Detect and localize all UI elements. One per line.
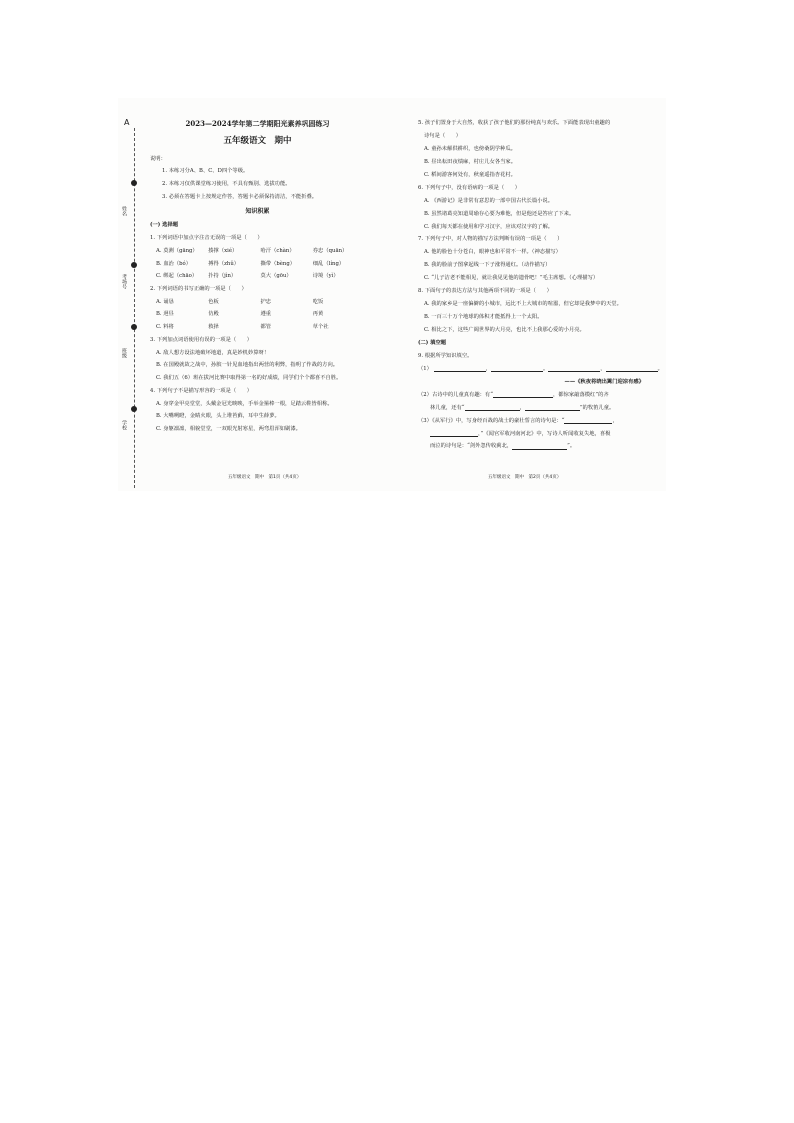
q4-option-b: B. 大嘴咧瞪，金睛火眼，头上堆苔藓，耳中生薛萝。 [156, 413, 280, 420]
exam-subtitle: 五年级语文 期中 [223, 136, 292, 147]
question-4: 4. 下列句子不是描写形容的一项是（ ） [150, 387, 253, 394]
q6-option-a: A. 《西游记》是非常有意思的一部中国古代长篇小说。 [424, 197, 554, 204]
question-2: 2. 下列词语的书写正确的一项是（ ） [150, 285, 247, 292]
answer-blank[interactable] [512, 444, 567, 450]
answer-blank[interactable] [465, 405, 520, 411]
answer-blank[interactable] [493, 392, 553, 398]
q9-1-label: （1） [418, 365, 432, 372]
option-word: B. 迥昼 [156, 311, 174, 318]
question-5: 5. 孩子们置身于大自然，收获了孩子他们的那份纯真与欢乐。下面能表现出童趣的 [418, 120, 611, 126]
option-word: A. 诵恳 [156, 298, 174, 305]
option-word: 莫大（gōu） [260, 273, 292, 280]
option-word: 搏得（zhǔ） [208, 260, 240, 267]
option-word: 护忠 [260, 298, 272, 305]
q9-2-text: （2）古诗中的儿童真有趣：有“ [418, 391, 493, 398]
binding-hole-icon [131, 324, 137, 330]
q9-3-text: （3）《从军行》中，写身经百战的战士的豪壮誓言的诗句是：“ [418, 417, 565, 424]
answer-blank[interactable] [525, 405, 580, 411]
option-word: 哈汗（chàn） [260, 247, 295, 254]
q8-option-b: B. 一百三十万个地球的体积才能抵得上一个太阳。 [424, 314, 543, 321]
option-word: A. 莫测（gāng） [156, 247, 198, 254]
option-word: 再黄 [312, 311, 324, 318]
binding-hole-icon [131, 406, 137, 412]
q3-option-b: B. 在国殿就故之战中，孙膑一针见血地指出两营的利弊，指明了作战的方向。 [156, 362, 339, 369]
q9-3-text: ，”《闻官军收河南河北》中，写诗人听闻收复失地，喜极 [478, 430, 611, 437]
q1-row-b [150, 261, 365, 267]
q9-2-line1 [418, 392, 654, 398]
q7-option-a: A. 他的脸色十分苍白，眼神也和平常不一样。（神态描写） [424, 249, 561, 256]
q3-option-c: C. 我们五（6）班在拔河比赛中取得第一名的好成绩，同学们个个都喜不自胜。 [156, 375, 342, 382]
q7-option-c: C. “儿子洁老不能相见，就让我见见他的遗骨吧！”毛主席想。（心理描写） [424, 275, 599, 282]
q6-option-b: B. 虽然诸葛亮知道周瑜存心要为难他，但是他还是答应了下来。 [424, 210, 575, 217]
q9-3-line3 [418, 443, 654, 449]
binding-hole-icon [131, 262, 137, 268]
option-word: 仿殿 [208, 311, 219, 318]
part-heading: (二) 填空题 [418, 339, 447, 346]
answer-blank[interactable] [491, 366, 543, 372]
option-word: 细乱（líng） [312, 260, 345, 267]
note-item: 1. 本练习分A、B、C、D四个等级。 [162, 168, 249, 175]
binding-label-name: 姓名 [121, 206, 127, 216]
question-3: 3. 下列加点词语使用有误的一项是（ ） [150, 336, 253, 343]
option-word: 吃饭 [312, 298, 324, 305]
notes-heading: 说明： [150, 155, 166, 162]
q9-2-text: ，都惊家敲落模红”的齐 [552, 391, 609, 398]
option-word: 都管 [260, 324, 272, 331]
page-footer-left: 五年级语文 期中 第1页（共4页） [228, 475, 302, 480]
q9-2-text: ”的牧笛儿童。 [579, 404, 615, 411]
q8-option-c: C. 相比之下，这些广阔世界的大月亮，也比不上我那心爱的小月亮。 [424, 327, 585, 333]
q9-1-blanks: （1） ， 。 ， [418, 366, 654, 372]
option-word: 扑持（jìn） [208, 273, 237, 280]
q8-option-a: A. 我的家乡是一座偏僻的小城市，远比不上大城市的喧嚣，但它却是我梦中的天堂。 [424, 301, 622, 308]
answer-blank[interactable] [564, 418, 612, 424]
q1-row-a [150, 248, 365, 254]
q9-3-text: 而泣的诗句是：“剑外忽传收蓟北， [430, 443, 513, 450]
exam-title: 2023—2024学年第二学期阳光素养巩固练习 [185, 119, 330, 128]
q2-row-c [150, 324, 365, 330]
option-word: 草个社 [312, 324, 329, 331]
binding-label-room: 考场号 [121, 274, 127, 289]
right-page [418, 120, 654, 456]
q9-1-source: ——《秋夜将晓出篱门迎凉有感》 [564, 378, 644, 385]
q2-row-b [150, 311, 365, 317]
question-8: 8. 下面句子的表达方法与其他两项不同的一项是（ ） [418, 288, 552, 295]
binding-margin [118, 98, 144, 491]
question-6: 6. 下列句子中，没有语病的一项是（ ） [418, 184, 521, 191]
option-word: C. 料将 [156, 324, 174, 331]
q2-row-a [150, 299, 365, 305]
option-word: B. 血治（bó） [156, 260, 192, 267]
option-word: C. 绑起（chāo） [156, 273, 198, 280]
question-1: 1. 下列词语中加点字注音无误的一项是（ ） [150, 235, 263, 242]
binding-hole-icon [131, 180, 137, 186]
binding-label-school: 学校 [121, 420, 127, 430]
option-word: 券忠（quān） [312, 247, 348, 254]
answer-blank[interactable] [606, 366, 658, 372]
option-word: 遵重 [260, 311, 272, 318]
option-word: 色板 [208, 298, 219, 305]
left-page [150, 120, 365, 439]
section-title: 知识积累 [245, 208, 270, 216]
answer-blank[interactable] [548, 366, 600, 372]
q4-option-a: A. 身穿金甲亮堂堂，头戴金冠光映映，手举金箍棒一根，足踏云鞋皆相称。 [156, 400, 333, 407]
q4-option-c: C. 身躯凛凛，相貌堂堂，一双眼光射寒星，两弯眉浑如刷漆。 [156, 426, 301, 433]
option-word: 撕带（bèng） [260, 260, 296, 267]
q6-option-c: C. 我们每天都在使用和学习汉字，应该对汉字的了解。 [424, 223, 554, 230]
q9-3-line2 [418, 431, 654, 437]
q5-option-b: B. 昼出耘田夜绩麻，村庄儿女各当家。 [424, 158, 517, 165]
option-word: 揍撑（xié） [208, 247, 238, 254]
answer-blank[interactable] [434, 366, 486, 372]
note-item: 3. 必须在答题卡上按规定作答，答题卡必须保持清洁，不能折叠。 [162, 193, 318, 200]
q9-3-line1: （3）《从军行》中，写身经百战的战士的豪壮誓言的诗句是：“ ， [418, 417, 618, 424]
answer-blank[interactable] [430, 431, 478, 437]
binding-label-class: 班级 [121, 348, 127, 358]
q3-option-a: A. 敌人想方设法地破坏地道，真是妙机妙算呀！ [156, 349, 270, 356]
part-heading: (一) 选择题 [150, 222, 179, 229]
q1-row-c [150, 273, 365, 279]
note-item: 2. 本练习仅供课堂练习使用，不具有甄别、选拔功能。 [162, 181, 291, 188]
q5-option-c: C. 稻间游客何处有，秋童遥指杏花村。 [424, 171, 516, 178]
option-word: 诗境（yì） [312, 273, 339, 280]
question-7: 7. 下列句子中，对人物的描写方法判断有误的一项是（ ） [418, 236, 563, 243]
q9-2-line2: 林儿童，还有“ ， ”的牧笛儿童。 [430, 404, 615, 411]
q7-option-b: B. 我的脸前子图拿起线一下子涨得通红。（动作描写） [424, 262, 551, 269]
q9-2-text: 林儿童，还有“ [430, 404, 465, 411]
q5-option-a: A. 童孙未解供耕织，也傍桑阴学种瓜。 [424, 145, 516, 152]
paper-type-letter: A [124, 118, 130, 127]
option-word: 救择 [208, 324, 219, 331]
question-9: 9. 根据所学知识填空。 [418, 352, 473, 359]
page-footer-right: 五年级语文 期中 第2页（共4页） [488, 475, 562, 480]
question-5-cont: 诗句是（ ） [424, 132, 462, 139]
q9-3-text: ”。 [567, 443, 576, 450]
